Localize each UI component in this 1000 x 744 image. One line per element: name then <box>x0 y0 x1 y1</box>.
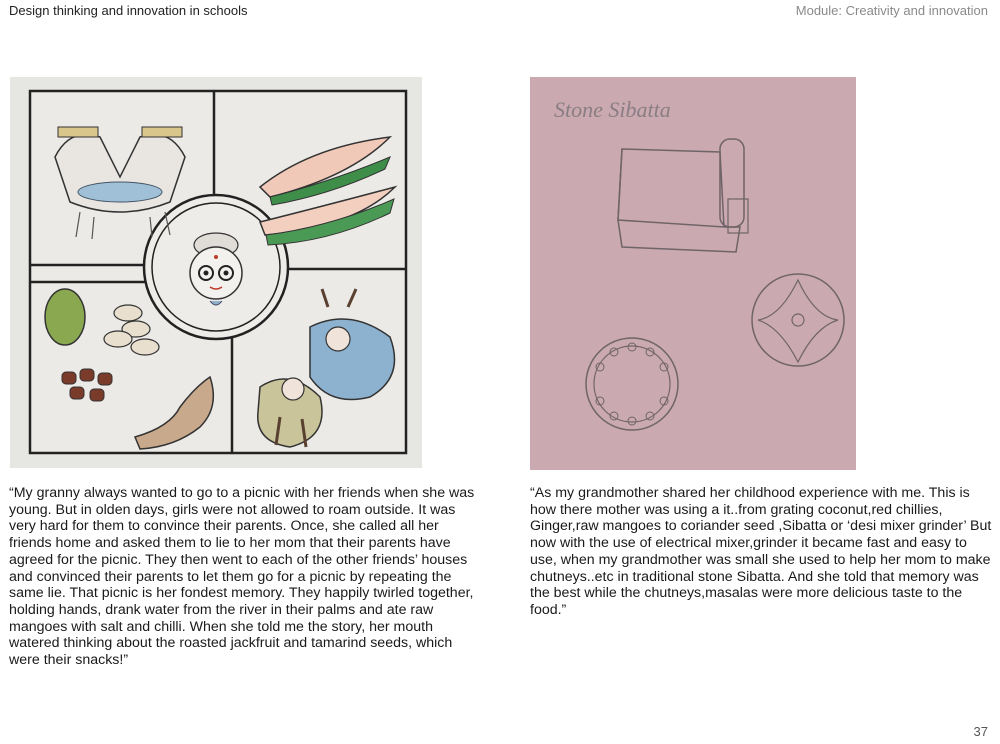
granny-picnic-illustration <box>10 77 422 468</box>
sibatta-story-caption: “As my grandmother shared her childhood experience with me. This is how there mother was using a it..from grating coconut,red chillies, Ginger,raw mangoes to coriander seed ,Sibatta or ‘desi mixer grinder’ But now with the use of electrical mixer,grinder it became fast and easy to use, when my grandmother was small she used to help her mom to make chutneys..etc in traditional stone Sibatta. And she told that memory was the best while the chutneys,masalas were more delicious taste to the food.” <box>530 485 992 618</box>
document-title: Design thinking and innovation in schools <box>9 3 248 18</box>
module-label: Module: Creativity and innovation <box>795 3 988 18</box>
page-number: 37 <box>973 724 988 739</box>
granny-story-caption: “My granny always wanted to go to a picnic with her friends when she was young. But in olden days, girls were not allowed to roam outside. It was very hard for them to convince their parents. Once, she called all her friends home and asked them to lie to her mom that their parents have agreed for the picnic. They then went to each of the other friends’ houses and convinced their parents to let them go for a picnic by repeating the same lie. That picnic is her fondest memory. They happily twirled together, holding hands, drank water from the river in their palms and ate raw mangoes with salt and chilli. When she told me the story, her mouth watered thinking about the roasted jackfruit and tamarind seeds, which were their snacks!” <box>9 485 475 669</box>
stone-sibatta-sketch <box>530 77 856 470</box>
sketch-label: Stone Sibatta <box>554 97 671 122</box>
